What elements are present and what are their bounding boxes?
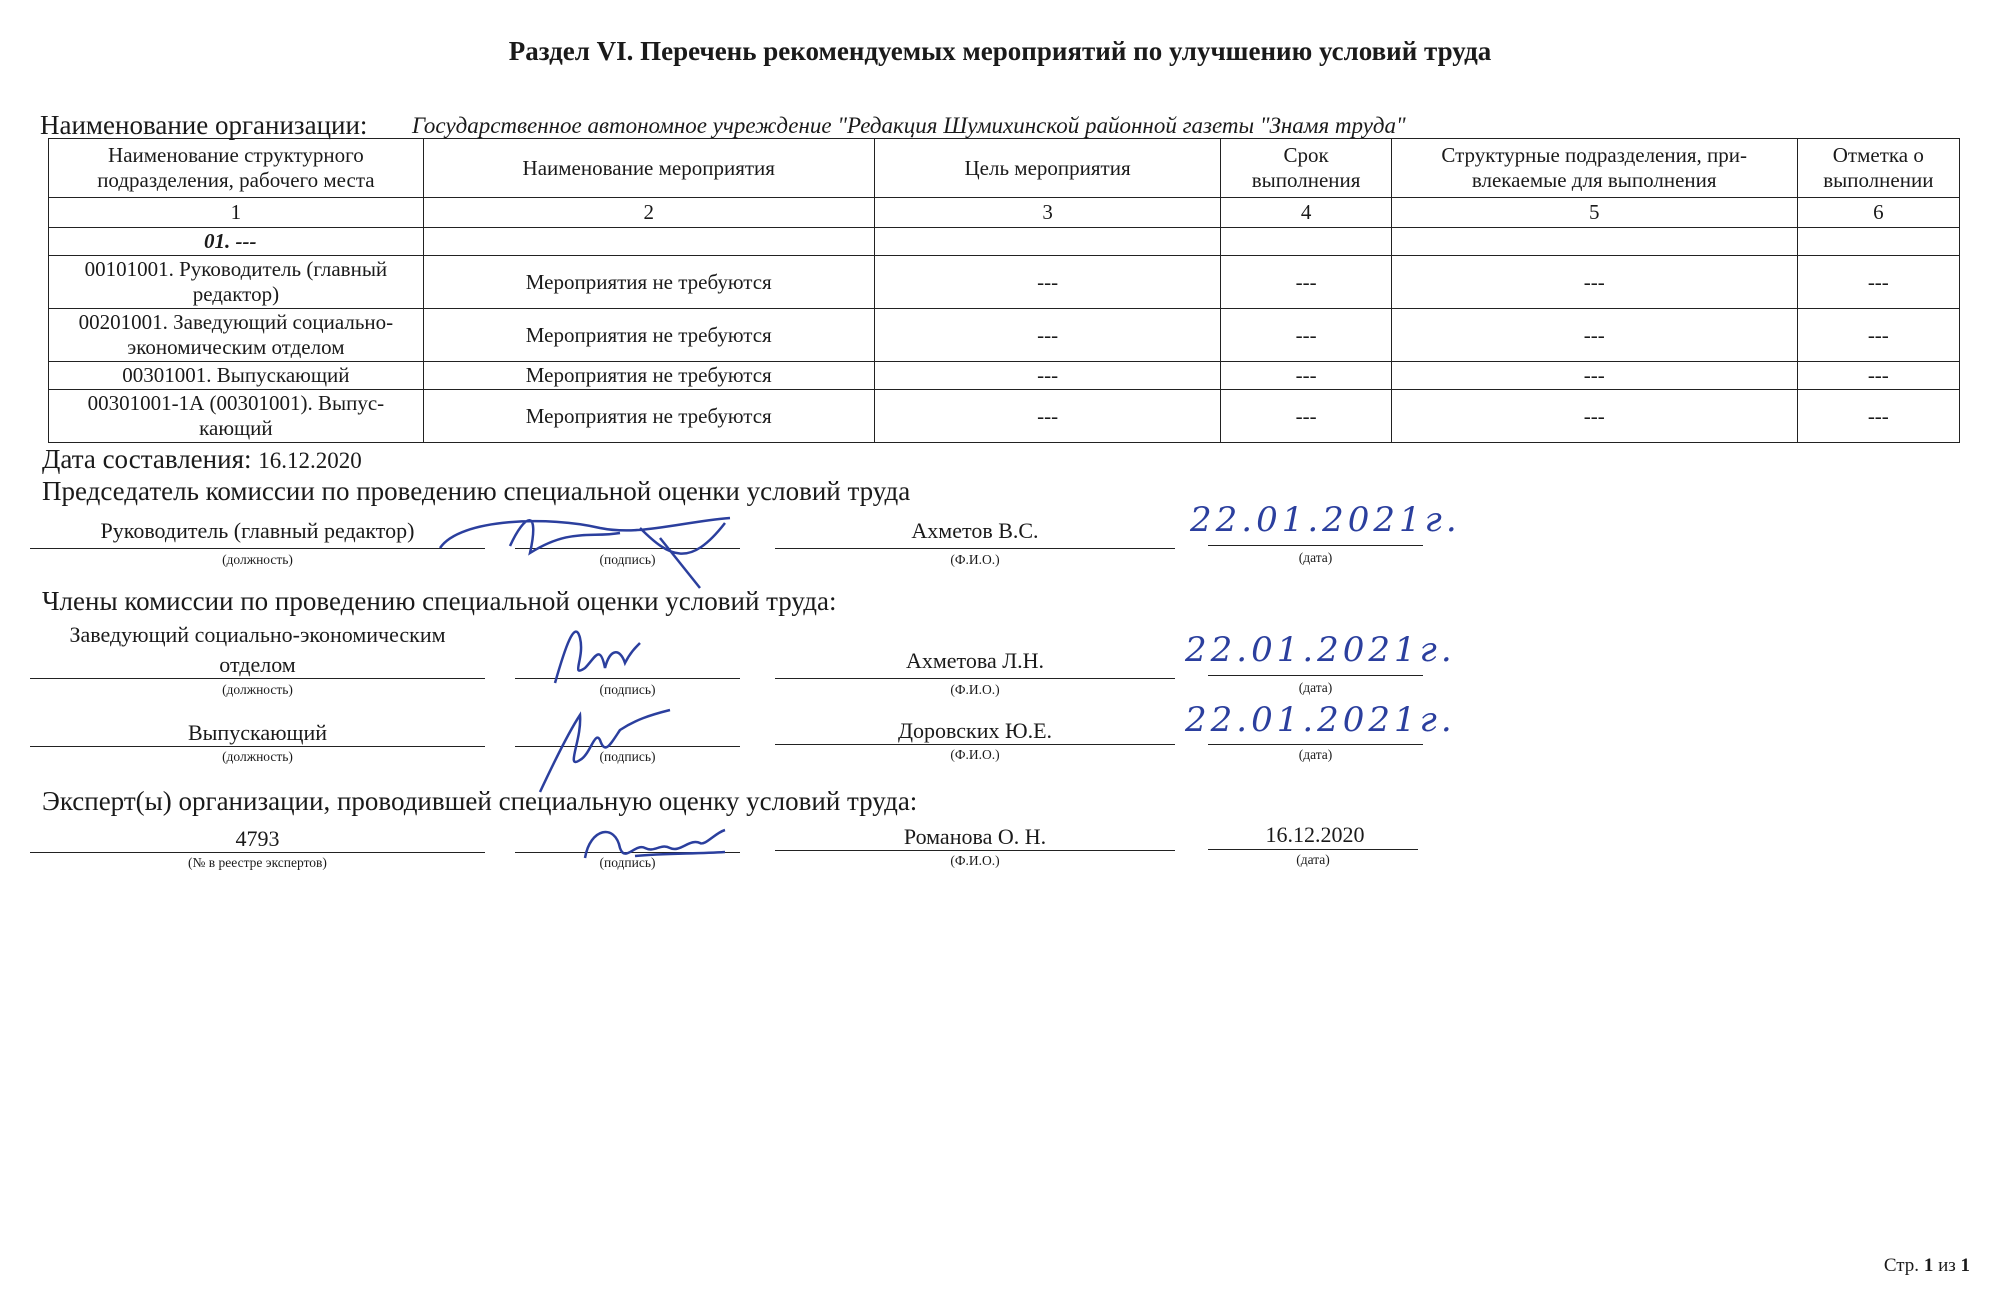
- page-total: 1: [1960, 1255, 1970, 1276]
- fio-caption: (Ф.И.О.): [950, 682, 1000, 697]
- signature-caption: (подпись): [599, 855, 656, 870]
- page-current: 1: [1923, 1255, 1934, 1276]
- member-position: Выпускающий: [187, 720, 328, 745]
- page-sep: из: [1938, 1255, 1956, 1276]
- table-cell: ---: [1797, 362, 1959, 390]
- table-cell: ---: [874, 390, 1221, 443]
- table-cell: ---: [1391, 362, 1797, 390]
- table-cell: ---: [1221, 256, 1391, 309]
- member-date-handwritten: 22.01.2021г.: [1185, 630, 1456, 670]
- expert-heading: Эксперт(ы) организации, проводившей специальную оценку условий труда:: [42, 786, 918, 816]
- date-compiled-value: 16.12.2020: [258, 448, 362, 473]
- fio-caption: (Ф.И.О.): [950, 552, 1000, 567]
- fio-caption: (Ф.И.О.): [950, 853, 1000, 868]
- column-number-row: [49, 198, 1960, 228]
- members-heading: Члены комиссии по проведению специальной оценки условий труда:: [42, 586, 837, 616]
- column-number: 4: [1221, 198, 1391, 228]
- header-cell: Срок выполнения: [1221, 139, 1391, 198]
- member-position: Заведующий социально-экономическим отделом: [69, 622, 446, 677]
- fio-caption: (Ф.И.О.): [950, 747, 1000, 762]
- chairman-name: Ахметов В.С.: [911, 518, 1039, 543]
- fio-line: [775, 678, 1175, 679]
- table-cell: 00201001. Заведующий социально-экономическим отделом: [49, 309, 424, 362]
- date-line: [1208, 675, 1423, 676]
- fio-line: [775, 850, 1175, 851]
- date-line: [1208, 849, 1418, 850]
- header-cell: Отметка о выполнении: [1797, 139, 1959, 198]
- position-line: [30, 548, 485, 549]
- column-number: 1: [49, 198, 424, 228]
- fio-line: [775, 548, 1175, 549]
- date-compiled: [42, 444, 362, 475]
- group-label: 01. ---: [49, 228, 424, 256]
- table-cell: Мероприятия не требуются: [423, 256, 874, 309]
- registry-caption: (№ в реестре экспертов): [188, 855, 327, 870]
- organization-label: Наименование организации:: [40, 110, 368, 140]
- table-cell: Мероприятия не требуются: [423, 362, 874, 390]
- section-title: Раздел VI. Перечень рекомендуемых мероприятий по улучшению условий труда: [508, 36, 1492, 66]
- organization-name: Государственное автономное учреждение "Редакция Шумихинской районной газеты "Знамя труда": [412, 113, 1406, 138]
- fio-line: [775, 744, 1175, 745]
- chairman-heading: Председатель комиссии по проведению специальной оценки условий труда: [42, 476, 911, 506]
- position-caption: (должность): [222, 682, 293, 697]
- table-cell: 00301001. Выпускающий: [49, 362, 424, 390]
- signature-caption: (подпись): [599, 682, 656, 697]
- table-cell: 00101001. Руководитель (главный редактор): [49, 256, 424, 309]
- position-line: [30, 746, 485, 747]
- table-cell: ---: [1221, 309, 1391, 362]
- date-compiled-label: Дата составления:: [42, 444, 252, 474]
- table-header-row: [49, 139, 1960, 198]
- table-row: [49, 390, 1960, 443]
- member-signature: [540, 608, 660, 698]
- table-cell: ---: [1221, 362, 1391, 390]
- table-cell: Мероприятия не требуются: [423, 309, 874, 362]
- table-cell: ---: [1391, 390, 1797, 443]
- column-number: 3: [874, 198, 1221, 228]
- table-cell: ---: [874, 309, 1221, 362]
- header-cell: Наименование структурного подразделения, рабочего места: [49, 139, 424, 198]
- header-cell: Наименование мероприятия: [423, 139, 874, 198]
- table-cell: ---: [1797, 390, 1959, 443]
- registry-line: [30, 852, 485, 853]
- group-row: [49, 228, 1960, 256]
- table-cell: ---: [874, 256, 1221, 309]
- header-cell: Цель мероприятия: [874, 139, 1221, 198]
- column-number: 6: [1797, 198, 1959, 228]
- position-caption: (должность): [222, 749, 293, 764]
- position-caption: (должность): [222, 552, 293, 567]
- table-row: [49, 309, 1960, 362]
- date-caption: (дата): [1298, 550, 1333, 565]
- chairman-signature: [430, 498, 760, 598]
- table-row: [49, 256, 1960, 309]
- table-row: [49, 362, 1960, 390]
- page-number: [1884, 1255, 1970, 1277]
- member-name: Доровских Ю.Е.: [897, 718, 1053, 743]
- expert-registry-number: 4793: [235, 826, 280, 851]
- date-caption: (дата): [1298, 747, 1333, 762]
- table-cell: Мероприятия не требуются: [423, 390, 874, 443]
- member-date-handwritten: 22.01.2021г.: [1185, 700, 1456, 740]
- column-number: 5: [1391, 198, 1797, 228]
- position-line: [30, 678, 485, 679]
- signature-caption: (подпись): [599, 552, 656, 567]
- date-line: [1208, 744, 1423, 745]
- table-cell: ---: [1391, 309, 1797, 362]
- signature-caption: (подпись): [599, 749, 656, 764]
- date-caption: (дата): [1296, 852, 1330, 867]
- table-cell: ---: [1797, 309, 1959, 362]
- page-prefix: Стр.: [1883, 1255, 1920, 1276]
- table-cell: 00301001-1А (00301001). Выпускающий: [49, 390, 424, 443]
- table-cell: ---: [874, 362, 1221, 390]
- expert-date: 16.12.2020: [1265, 822, 1365, 847]
- table-cell: ---: [1797, 256, 1959, 309]
- expert-signature: [575, 818, 735, 868]
- header-cell: Структурные подразделения, привлекаемые для выполнения: [1391, 139, 1797, 198]
- measures-table: [48, 138, 1960, 443]
- expert-name: Романова О. Н.: [903, 824, 1047, 849]
- chairman-date-handwritten: 22.01.2021г.: [1190, 500, 1461, 540]
- member-name: Ахметова Л.Н.: [905, 648, 1045, 673]
- chairman-position: Руководитель (главный редактор): [100, 518, 415, 543]
- column-number: 2: [423, 198, 874, 228]
- table-cell: ---: [1221, 390, 1391, 443]
- date-line: [1208, 545, 1423, 546]
- date-caption: (дата): [1298, 680, 1333, 695]
- member-signature: [520, 700, 680, 800]
- table-cell: ---: [1391, 256, 1797, 309]
